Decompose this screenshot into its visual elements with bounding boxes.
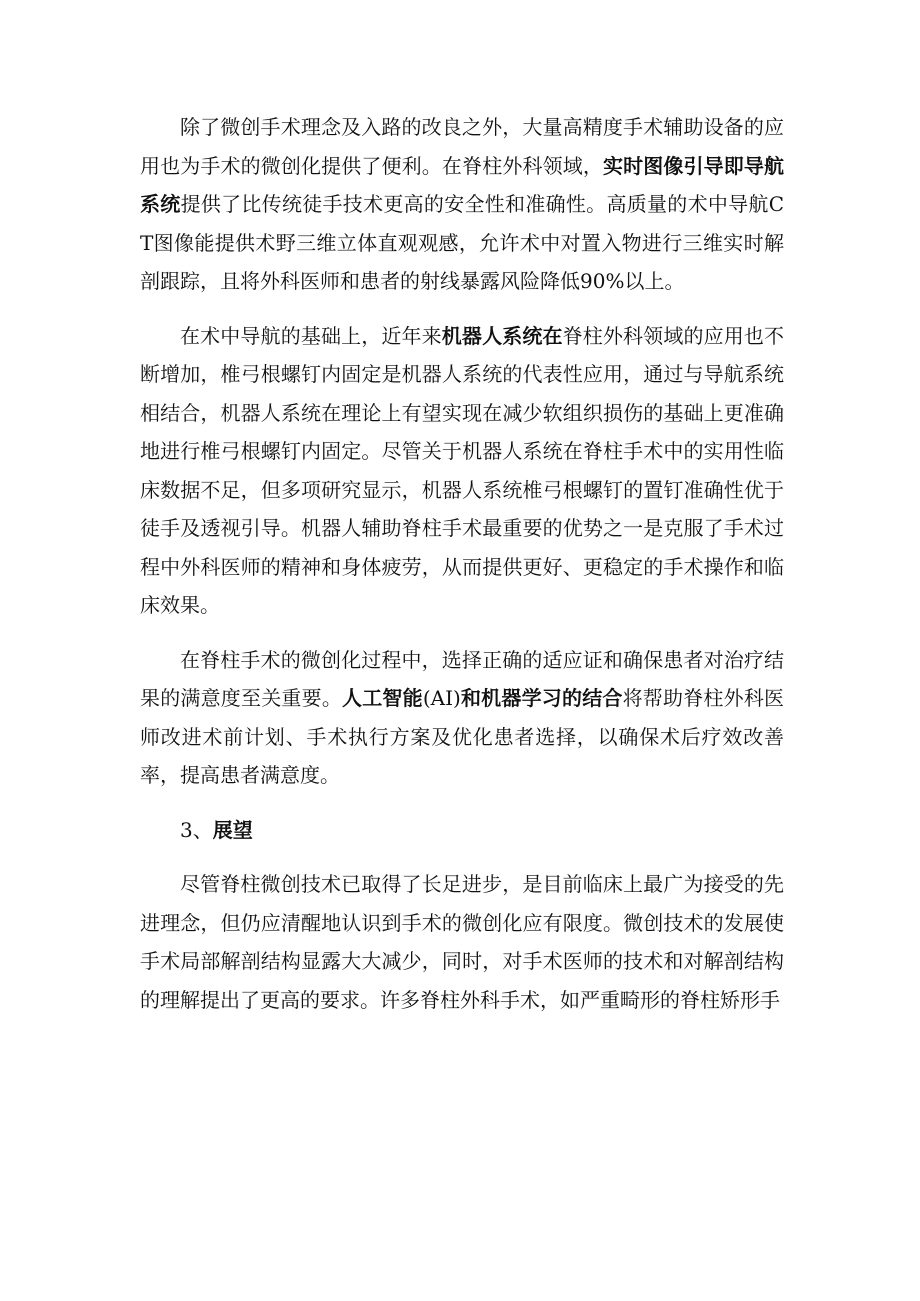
paragraph-robot-system xyxy=(140,317,784,625)
section-heading xyxy=(140,811,784,850)
paragraph-text: 脊柱外科领域的应用也不断增加，椎弓根螺钉内固定是机器人系统的代表性应用，通过与导航系统相结合，机器人系统在理论上有望实现在减少软组织损伤的基础上更准确地进行椎弓根螺钉内固定。尽管关于机器人系统在脊柱手术中的实用性临床数据不足，但多项研究显示，机器人系统椎弓根螺钉的置钉准确性优于徒手及透视引导。机器人辅助脊柱手术最重要的优势之一是克服了手术过程中外科医师的精神和身体疲劳，从而提供更好、更稳定的手术操作和临床效果。 xyxy=(140,323,785,617)
paragraph-text: 将帮助脊柱外科医师改进术前计划、手术执行方案及优化患者选择，以确保术后疗效改善率，提高患者满意度。 xyxy=(140,686,785,787)
bold-term-machine-learning: 和机器学习的结合 xyxy=(460,686,623,710)
paragraph-text: (AI) xyxy=(422,686,461,710)
paragraph-text: 提供了比传统徒手技术更高的安全性和准确性。高质量的术中导航CT图像能提供术野三维立体直观观感，允许术中对置入物进行三维实时解剖跟踪，且将外科医师和患者的射线暴露风险降低90%以上。 xyxy=(140,192,784,293)
paragraph-text: 尽管脊柱微创技术已取得了长足进步，是目前临床上最广为接受的先进理念，但仍应清醒地认识到手术的微创化应有限度。微创技术的发展使手术局部解剖结构显露大大减少，同时，对手术医师的技术和对解剖结构的理解提出了更高的要求。许多脊柱外科手术，如严重畸形的脊柱矫形手 xyxy=(140,872,784,1012)
section-number: 3、 xyxy=(180,817,213,842)
paragraph-ai xyxy=(140,641,784,795)
paragraph-text: 在术中导航的基础上，近年来 xyxy=(180,323,442,348)
bold-term-ai: 人工智能 xyxy=(342,686,423,710)
paragraph-text: 在脊柱手术的微创化过程中，选择正确的适应证和确保患者对治疗结果的满意度至关重要。 xyxy=(140,647,784,710)
document-page xyxy=(140,108,784,1035)
section-title: 展望 xyxy=(212,817,253,842)
paragraph-outlook xyxy=(140,865,784,1019)
paragraph-navigation xyxy=(140,108,784,301)
bold-term-robot-system: 机器人系统在 xyxy=(441,323,563,348)
bold-term-navigation-system: 实时图像引导即导航系统 xyxy=(140,153,785,216)
paragraph-text: 除了微创手术理念及入路的改良之外，大量高精度手术辅助设备的应用也为手术的微创化提供了便利。在脊柱外科领域， xyxy=(140,115,784,178)
